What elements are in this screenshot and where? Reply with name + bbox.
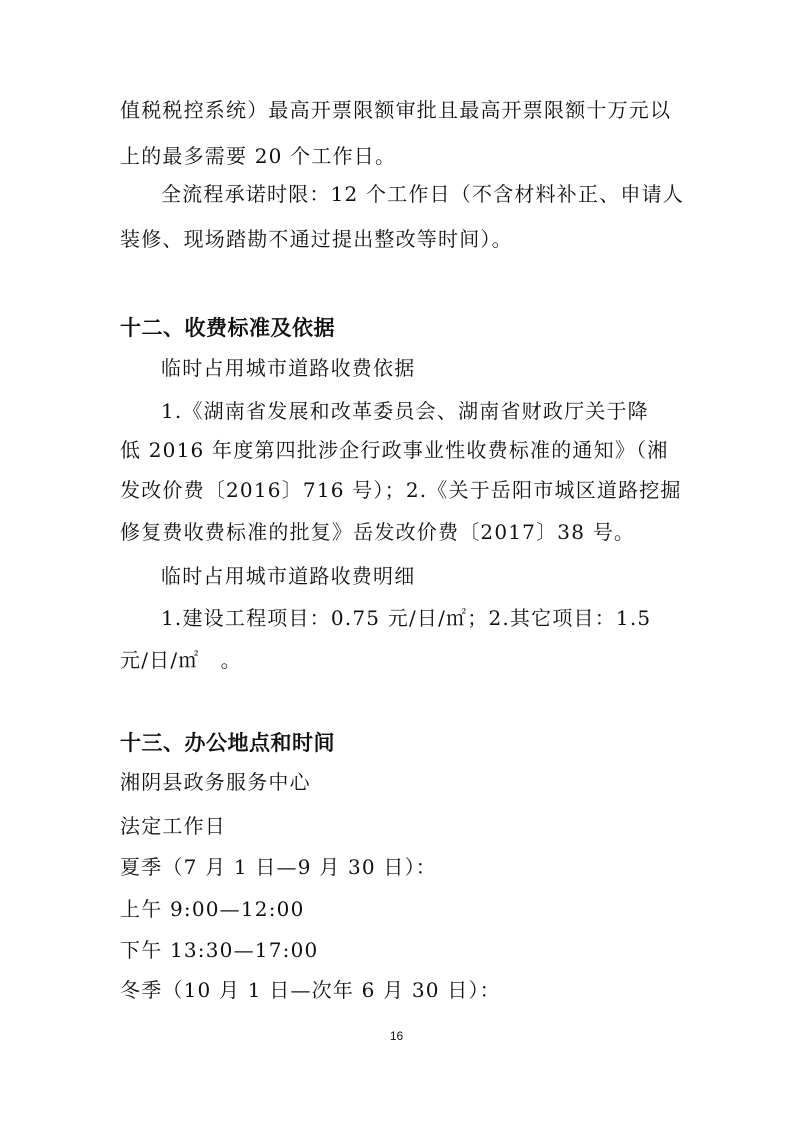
paragraph-line: 低 2016 年度第四批涉企行政事业性收费标准的通知》（湘 <box>120 438 669 462</box>
paragraph-line: 1.建设工程项目：0.75 元/日/㎡；2.其它项目：1.5 <box>161 606 652 630</box>
paragraph-line: 值税税控系统）最高开票限额审批且最高开票限额十万元以 <box>120 98 672 122</box>
workdays-label: 法定工作日 <box>120 814 226 838</box>
paragraph-line: 1.《湖南省发展和改革委员会、湖南省财政厅关于降 <box>161 399 649 423</box>
section-heading-office: 十三、办公地点和时间 <box>120 731 335 755</box>
subsection-title: 临时占用城市道路收费依据 <box>161 356 416 380</box>
winter-period: 冬季（10 月 1 日—次年 6 月 30 日）： <box>120 978 501 1002</box>
page-number: 16 <box>389 1029 404 1043</box>
office-location: 湘阴县政务服务中心 <box>120 770 311 794</box>
paragraph-line: 装修、现场踏勘不通过提出整改等时间）。 <box>120 227 513 251</box>
section-heading-fees: 十二、收费标准及依据 <box>120 316 335 340</box>
paragraph-line: 发改价费〔2016〕716 号）；2.《关于岳阳市城区道路挖掘 <box>120 478 682 502</box>
paragraph-line: 元/日/㎡ 。 <box>120 648 242 672</box>
paragraph-line: 修复费收费标准的批复》岳发改价费〔2017〕38 号。 <box>120 520 636 544</box>
paragraph-line: 全流程承诺时限：12 个工作日（不含材料补正、申请人 <box>161 182 685 206</box>
summer-morning-hours: 上午 9:00—12:00 <box>120 897 305 921</box>
summer-period: 夏季（7 月 1 日—9 月 30 日）： <box>120 855 437 879</box>
summer-afternoon-hours: 下午 13:30—17:00 <box>120 938 319 962</box>
subsection-title: 临时占用城市道路收费明细 <box>161 564 416 588</box>
paragraph-line: 上的最多需要 20 个工作日。 <box>120 144 397 168</box>
